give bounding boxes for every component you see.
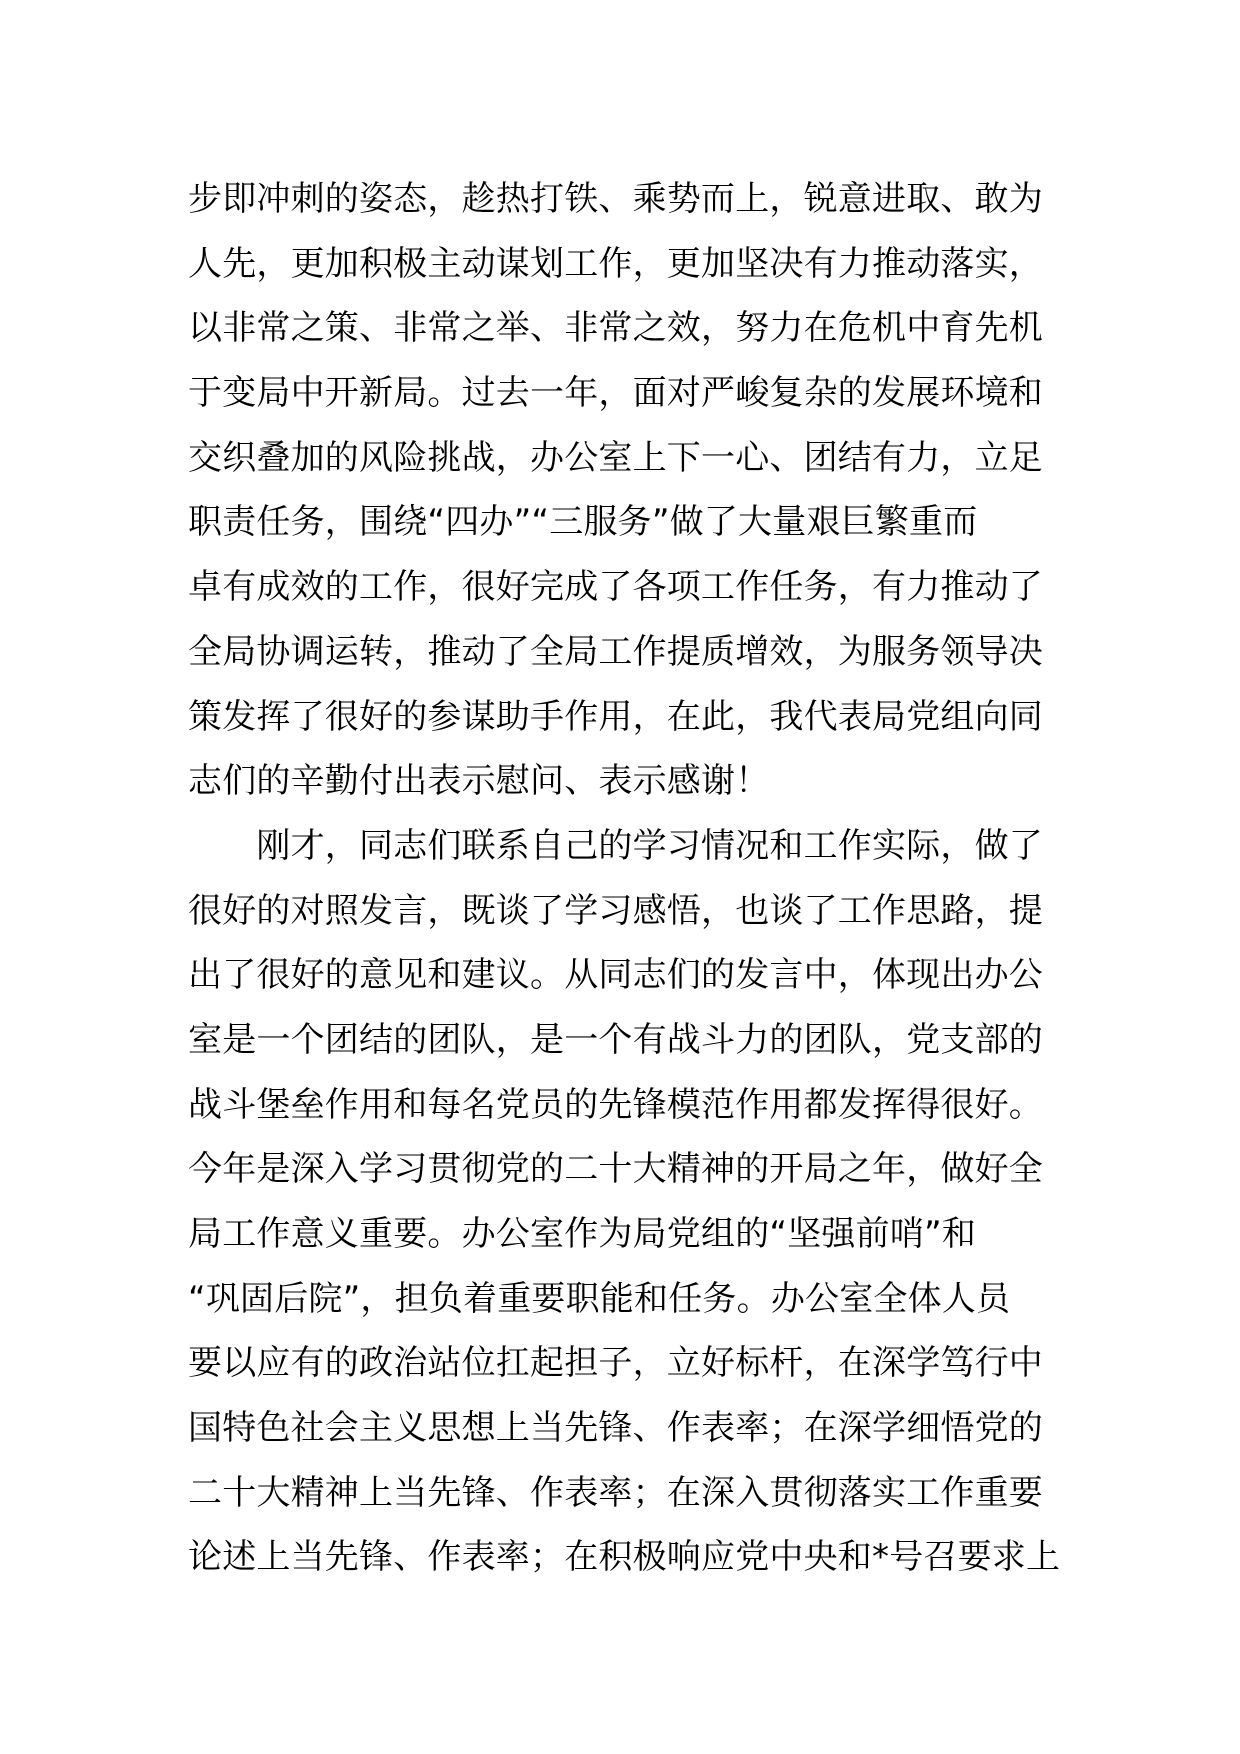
text-line: 局工作意义重要。办公室作为局党组的“坚强前哨”和 xyxy=(188,1214,977,1254)
text-line: 交织叠加的风险挑战，办公室上下一心、团结有力，立足 xyxy=(188,437,1043,478)
text-line: 全局协调运转，推动了全局工作提质增效，为服务领导决 xyxy=(188,631,1043,672)
text-line: 论述上当先锋、作表率；在积极响应党中央和*号召要求上 xyxy=(188,1537,1061,1578)
text-line: 出了很好的意见和建议。从同志们的发言中，体现出办公 xyxy=(188,955,1043,996)
text-line: 志们的辛勤付出表示慰问、表示感谢！ xyxy=(188,761,770,802)
text-line: 以非常之策、非常之举、非常之效，努力在危机中育先机 xyxy=(188,308,1043,349)
text-line: 室是一个团结的团队，是一个有战斗力的团队，党支部的 xyxy=(188,1019,1043,1060)
text-line: 二十大精神上当先锋、作表率；在深入贯彻落实工作重要 xyxy=(188,1472,1043,1513)
text-line: 于变局中开新局。过去一年，面对严峻复杂的发展环境和 xyxy=(188,373,1043,414)
text-line: 职责任务，围绕“四办”“三服务”做了大量艰巨繁重而 xyxy=(188,502,978,543)
text-line: 很好的对照发言，既谈了学习感悟，也谈了工作思路，提 xyxy=(188,890,1043,931)
text-line: “巩固后院”，担负着重要职能和任务。办公室全体人员 xyxy=(188,1278,1011,1319)
text-line: 卓有成效的工作，很好完成了各项工作任务，有力推动了 xyxy=(188,567,1043,608)
text-line: 策发挥了很好的参谋助手作用，在此，我代表局党组向同 xyxy=(188,696,1043,737)
text-line: 人先，更加积极主动谋划工作，更加坚决有力推动落实， xyxy=(188,243,1043,284)
text-line: 战斗堡垒作用和每名党员的先锋模范作用都发挥得很好。 xyxy=(188,1084,1043,1125)
text-line: 刚才，同志们联系自己的学习情况和工作实际，做了 xyxy=(188,825,1043,866)
text-line: 要以应有的政治站位扛起担子，立好标杆，在深学笃行中 xyxy=(188,1343,1043,1384)
text-line: 国特色社会主义思想上当先锋、作表率；在深学细悟党的 xyxy=(188,1408,1043,1449)
text-line: 步即冲刺的姿态，趁热打铁、乘势而上，锐意进取、敢为 xyxy=(188,179,1043,219)
text-line: 今年是深入学习贯彻党的二十大精神的开局之年，做好全 xyxy=(188,1149,1043,1190)
body-text xyxy=(188,167,1068,1590)
